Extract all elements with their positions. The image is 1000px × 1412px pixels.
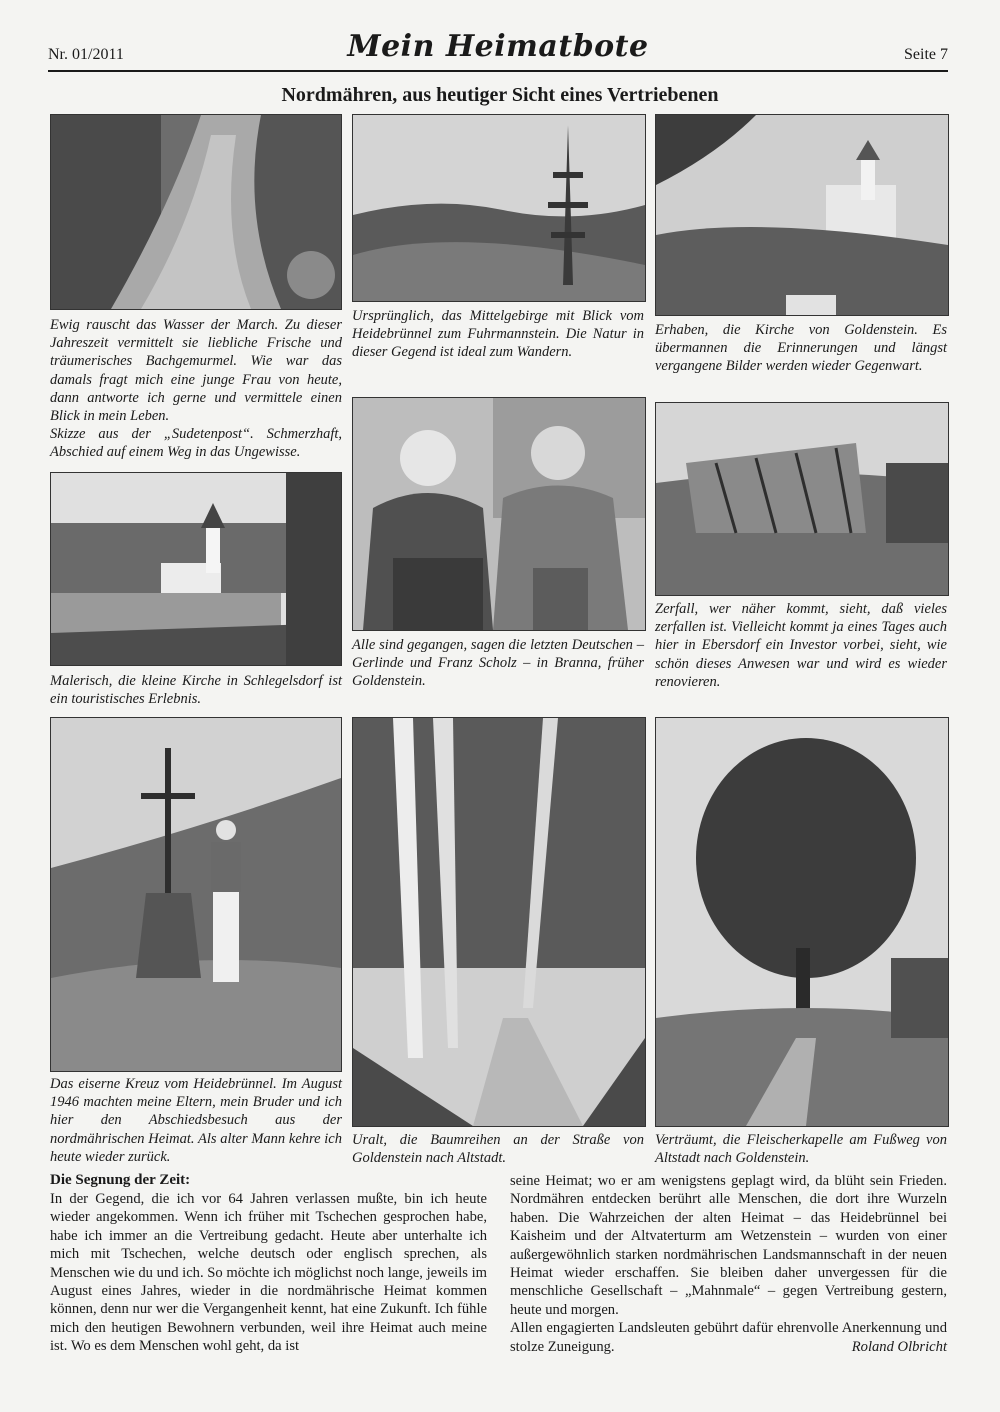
article-author: Roland Olbricht (851, 1338, 947, 1355)
photo-march-stream (50, 114, 342, 310)
page-headline: Nordmähren, aus heutiger Sicht eines Vertriebenen (281, 84, 719, 106)
article-column-2 (510, 1172, 947, 1356)
photo-scholz (352, 397, 646, 631)
page-number: Seite 7 (904, 46, 948, 63)
caption-baumreihen: Uralt, die Baumreihen an der Straße von Goldenstein nach Altstadt. (352, 1132, 644, 1167)
photo-eisernes-kreuz (50, 717, 342, 1072)
article-col2-text: seine Heimat; wo er am wenigstens geplagt wird, da blüht sein Frieden. Nordmähren entdecken berührt alle Menschen, die dort ihre Wurzeln haben. Die Wahrzeichen der alten Heimat – das Heidebrünnel bei Kaisheim und der Altvaterturm am Wetzenstein – wurden von einer außergewöhnlich starken nordmährischen Landsmannschaft in der neuen Heimat wieder erschaffen. Sie bleiben daher unvergessen für die menschliche Gesellschaft – „Mahnmale“ – gegen Vertreibung gestern, heute und morgen. (510, 1173, 947, 1318)
article-column-1 (50, 1190, 487, 1356)
photo-fleischerkapelle (655, 717, 949, 1127)
caption-march (50, 316, 342, 462)
caption-kirche-goldenstein: Erhaben, die Kirche von Goldenstein. Es übermannen die Erinnerungen und längst vergangene Bilder werden wieder Gegenwart. (655, 322, 947, 375)
caption-schlegelsdorf: Malerisch, die kleine Kirche in Schlegelsdorf ist ein touristisches Erlebnis. (50, 673, 342, 708)
caption-zerfall: Zerfall, wer näher kommt, sieht, daß vieles zerfallen ist. Vielleicht kommt ja eines Tages auch hier in Ebersdorf ein Investor vorbei, sieht, wie schön dieses Anwesen war und wird es wieder renovieren. (655, 601, 947, 690)
photo-mittelgebirge (352, 114, 646, 302)
caption-march-note: Skizze aus der „Sudetenpost“. Schmerzhaft, Abschied auf einem Weg in das Ungewisse. (50, 426, 342, 461)
masthead (48, 30, 948, 66)
header-rule (48, 70, 948, 72)
photo-kirche-goldenstein (655, 114, 949, 316)
newspaper-logo: Mein Heimatbote (347, 29, 649, 64)
article-title: Die Segnung der Zeit: (50, 1172, 191, 1188)
photo-schlegelsdorf (50, 472, 342, 666)
caption-march-text: Ewig rauscht das Wasser der March. Zu dieser Jahreszeit vermittelt sie liebliche Frische und träumerisches Bachgemurmel. Wie war das damals fragt mich eine junge Frau von heute, dann antworte ich gerne und vermittele einen Blick in mein Leben. (50, 317, 342, 425)
photo-zerfall (655, 402, 949, 596)
caption-kreuz: Das eiserne Kreuz vom Heidebrünnel. Im August 1946 machten meine Eltern, mein Bruder und ich hier den Abschiedsbesuch aus der nordmährischen Heimat. Als alter Mann kehre ich heute wieder zurück. (50, 1076, 342, 1165)
caption-scholz: Alle sind gegangen, sagen die letzten Deutschen – Gerlinde und Franz Scholz – in Branna, früher Goldenstein. (352, 637, 644, 690)
article-col1-text: In der Gegend, die ich vor 64 Jahren verlassen mußte, bin ich heute wieder angekommen. Wenn ich früher mit Tschechen gesprochen habe, habe ich immer an die Vertreibung gedacht. Heute aber unterhalte ich mich mit Tschechen, welche deutsch oder englisch sprechen, als Menschen wie du und ich. So möchte ich möglichst noch lange, jeweils im August eines Jahres, wieder in die nordmährische Heimat kommen können, denn nur wer die Vergangenheit kennt, hat eine Zukunft. Ich fühle mich den heutigen Bewohnern verbunden, weil ihre Heimat auch meine ist. Wo es dem Menschen wohl geht, da ist (50, 1191, 487, 1355)
issue-number: Nr. 01/2011 (48, 46, 124, 63)
caption-fleischerkapelle: Verträumt, die Fleischerkapelle am Fußweg von Altstadt nach Goldenstein. (655, 1132, 947, 1167)
caption-mittelgebirge: Ursprünglich, das Mittelgebirge mit Blick vom Heidebrünnel zum Fuhrmannstein. Die Natur in dieser Gegend ist ideal zum Wandern. (352, 308, 644, 361)
article-col2-closing: Allen engagierten Landsleuten gebührt dafür ehrenvolle Anerkennung und stolze Zuneigung. (510, 1320, 947, 1355)
photo-baumreihen (352, 717, 646, 1127)
